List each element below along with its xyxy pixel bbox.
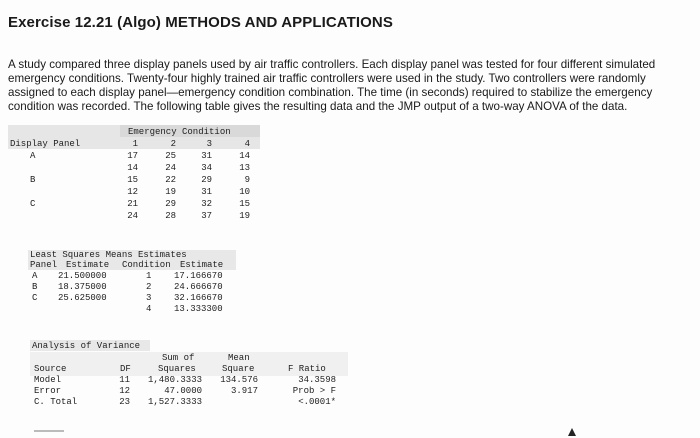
lsm-header: Estimate <box>180 260 224 270</box>
anova-df: 23 <box>119 397 130 407</box>
exercise-title: Exercise 12.21 (Algo) METHODS AND APPLICATIONS <box>8 14 393 31</box>
lsm-cond-estimate: 24.666670 <box>174 282 223 292</box>
lsm-header: Condition <box>122 260 171 270</box>
lsm-estimate: 25.625000 <box>58 293 107 303</box>
table-cell: 32 <box>201 199 212 209</box>
paragraph-line: condition was recorded. The following table gives the resulting data and the JMP output of a two-way ANOVA of the data. <box>8 100 628 113</box>
table-cell: 17 <box>127 151 138 161</box>
cropped-content-edge <box>34 430 64 438</box>
anova-source: Model <box>34 375 62 385</box>
lsm-cond-estimate: 13.333300 <box>174 304 223 314</box>
lsm-title: Least Squares Means Estimates <box>30 250 187 260</box>
lsm-cond-estimate: 32.166670 <box>174 293 223 303</box>
table-cell: 19 <box>239 211 250 221</box>
table-cell: 24 <box>165 163 176 173</box>
anova-header: Sum of <box>162 353 195 363</box>
lsm-panel: C <box>32 293 38 303</box>
lsm-condition: 3 <box>146 293 152 303</box>
paragraph-line: emergency conditions. Twenty-four highly trained air traffic controllers were used in the study. Two controllers were randomly <box>8 72 646 85</box>
anova-header: Square <box>222 364 255 374</box>
row-header: Display Panel <box>10 139 81 149</box>
table-cell: 29 <box>201 175 212 185</box>
table-cell: 28 <box>165 211 176 221</box>
anova-p-value: <.0001* <box>298 397 336 407</box>
table-cell: 31 <box>201 187 212 197</box>
anova-ss: 47.0000 <box>164 386 202 396</box>
table-cell: 25 <box>165 151 176 161</box>
table-cell: 19 <box>165 187 176 197</box>
table-cell: 14 <box>239 151 250 161</box>
paragraph-line: assigned to each display panel—emergency condition combination. The time (in seconds) required to stabilize the emergency <box>8 86 653 99</box>
anova-source: Error <box>34 386 62 396</box>
lsm-cond-estimate: 17.166670 <box>174 271 223 281</box>
table-cell: 24 <box>127 211 138 221</box>
lsm-condition: 4 <box>146 304 152 314</box>
anova-prob-label: Prob > F <box>292 386 336 396</box>
anova-source: C. Total <box>34 397 78 407</box>
table-cell: 29 <box>165 199 176 209</box>
column-header: 4 <box>244 139 250 149</box>
lsm-condition: 1 <box>146 271 152 281</box>
lsm-estimate: 18.375000 <box>58 282 107 292</box>
table-cell: 37 <box>201 211 212 221</box>
paragraph-line: A study compared three display panels used by air traffic controllers. Each display panel was tested for four different simulated <box>8 58 656 71</box>
lsm-condition: 2 <box>146 282 152 292</box>
table-cell: 34 <box>201 163 212 173</box>
anova-header: F Ratio <box>288 364 326 374</box>
table-cell: 15 <box>127 175 138 185</box>
lsm-panel: B <box>32 282 38 292</box>
anova-header: Squares <box>158 364 196 374</box>
anova-header: Source <box>34 364 67 374</box>
anova-title: Analysis of Variance <box>32 341 141 351</box>
group-header: Emergency Condition <box>128 127 231 137</box>
lsm-panel: A <box>32 271 38 281</box>
table-cell: 21 <box>127 199 138 209</box>
table-cell: 13 <box>239 163 250 173</box>
anova-header: DF <box>120 364 131 374</box>
anova-ss: 1,480.3333 <box>147 375 202 385</box>
table-cell: 14 <box>127 163 138 173</box>
table-cell: 31 <box>201 151 212 161</box>
anova-df: 12 <box>119 386 130 396</box>
panel-label: A <box>30 151 36 161</box>
lsm-header: Panel <box>30 260 58 270</box>
anova-ss: 1,527.3333 <box>147 397 202 407</box>
anova-ms: 134.576 <box>220 375 258 385</box>
problem-statement <box>8 58 692 114</box>
column-header: 3 <box>206 139 212 149</box>
anova-header: Mean <box>228 353 250 363</box>
table-cell: 22 <box>165 175 176 185</box>
table-cell: 10 <box>239 187 250 197</box>
table-cell: 9 <box>244 175 250 185</box>
anova-f: 34.3598 <box>298 375 336 385</box>
mouse-cursor-icon <box>568 428 576 436</box>
lsm-header: Estimate <box>66 260 110 270</box>
column-header: 1 <box>132 139 138 149</box>
lsm-estimate: 21.500000 <box>58 271 107 281</box>
panel-label: C <box>30 199 36 209</box>
table-cell: 12 <box>127 187 138 197</box>
anova-ms: 3.917 <box>230 386 258 396</box>
panel-label: B <box>30 175 36 185</box>
table-cell: 15 <box>239 199 250 209</box>
anova-df: 11 <box>119 375 130 385</box>
column-header: 2 <box>170 139 176 149</box>
